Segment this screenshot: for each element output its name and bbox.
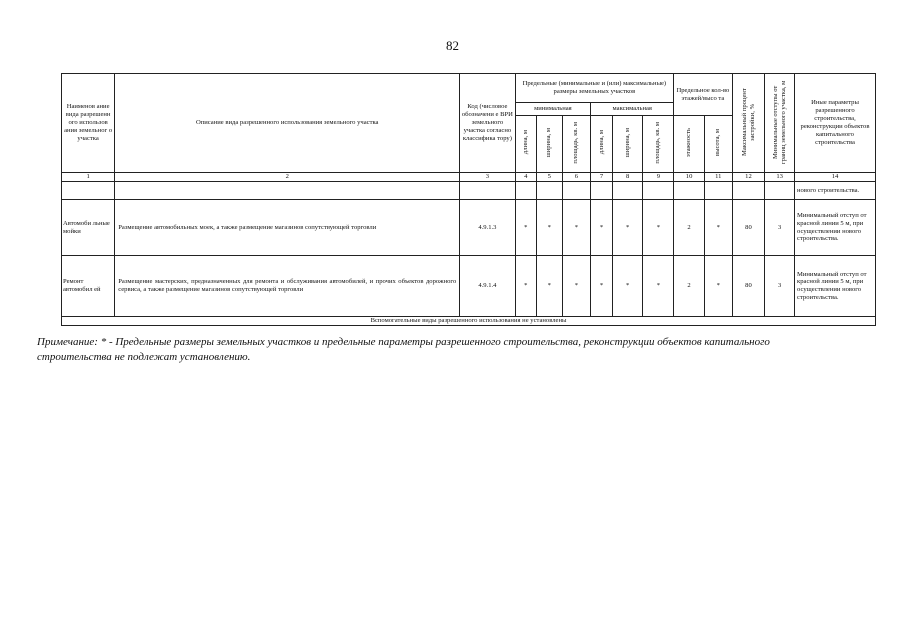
column-number: 3: [460, 173, 515, 182]
header-max-percent: Максимальный процент застройки, %: [732, 74, 765, 173]
row-width-min: *: [537, 256, 563, 317]
row-height: *: [704, 200, 732, 256]
header-row-1: [62, 74, 876, 103]
row-length-max: *: [591, 200, 612, 256]
header-minimal: минимальная: [515, 103, 591, 116]
row-height: *: [704, 256, 732, 317]
row-description: Размещение мастерских, предназначенных для ремонта и обслуживания автомобилей, и прочих объектов дорожного сервиса, а также размещение магазинов сопутствующей торговли: [115, 256, 460, 317]
row-max-percent: 80: [732, 200, 765, 256]
row-min-setback: 3: [765, 200, 795, 256]
table-row: [62, 256, 876, 317]
header-description: Описание вида разрешенного использования земельного участка: [115, 74, 460, 173]
column-number: 2: [115, 173, 460, 182]
column-number: 1: [62, 173, 115, 182]
row-code: 4.9.1.3: [460, 200, 515, 256]
header-area-max: площадь, кв. м: [643, 116, 674, 173]
row-params: Минимальный отступ от красной линии 5 м, при осуществлении нового строительства.: [795, 256, 876, 317]
row-floors: 2: [674, 256, 705, 317]
column-number: 4: [515, 173, 536, 182]
row-floors: 2: [674, 200, 705, 256]
row-width-max: *: [612, 256, 643, 317]
header-floors: этажность: [674, 116, 705, 173]
row-code: 4.9.1.4: [460, 256, 515, 317]
row-area-max: *: [643, 256, 674, 317]
column-numbers-row: [62, 173, 876, 182]
row-description: Размещение автомобильных моек, а также размещение магазинов сопутствующей торговли: [115, 200, 460, 256]
header-maximal: максимальная: [591, 103, 674, 116]
row-area-min: *: [562, 256, 591, 317]
row-length-min: *: [515, 256, 536, 317]
footnote: Примечание: * - Предельные размеры земельных участков и предельные параметры разрешенного строительства, реконструкции объектов капитального строительства не подлежат установлению.: [37, 336, 770, 363]
auxiliary-note-row: [62, 317, 876, 326]
row-area-max: *: [643, 200, 674, 256]
land-use-table: [61, 73, 876, 326]
row-name: Ремонт автомобил ей: [62, 256, 115, 317]
header-length-min: длина, м: [515, 116, 536, 173]
row-width-max: *: [612, 200, 643, 256]
column-number: 12: [732, 173, 765, 182]
row-length-min: *: [515, 200, 536, 256]
header-other-params: Иные параметры разрешенного строительства, реконструкции объектов капитального строительства: [795, 74, 876, 173]
header-floors-group: Предельное кол-во этажей/высо та: [674, 74, 732, 116]
row-width-min: *: [537, 200, 563, 256]
row-min-setback: 3: [765, 256, 795, 317]
auxiliary-note: Вспомогательные виды разрешенного использования не установлены: [62, 317, 876, 326]
column-number: 9: [643, 173, 674, 182]
column-number: 5: [537, 173, 563, 182]
table-row: [62, 200, 876, 256]
page-number: 82: [446, 38, 459, 53]
column-number: 6: [562, 173, 591, 182]
column-number: 13: [765, 173, 795, 182]
row-name: Автомоби льные мойки: [62, 200, 115, 256]
continuation-row: [62, 182, 876, 200]
row-params: Минимальный отступ от красной линии 5 м, при осуществлении нового строительства.: [795, 200, 876, 256]
column-number: 7: [591, 173, 612, 182]
header-min-setback: Минимальные отступы от границ земельного участка, м: [765, 74, 795, 173]
row-area-min: *: [562, 200, 591, 256]
column-number: 14: [795, 173, 876, 182]
header-height: высота, м: [704, 116, 732, 173]
continued-params: нового строительства.: [795, 182, 876, 200]
header-limits: Предельные (минимальные и (или) максимальные) размеры земельных участков: [515, 74, 674, 103]
header-name: Наименов ание вида разрешенн ого использов ания земельног о участка: [62, 74, 115, 173]
row-length-max: *: [591, 256, 612, 317]
column-number: 8: [612, 173, 643, 182]
header-width-max: ширина, м: [612, 116, 643, 173]
header-width-min: ширина, м: [537, 116, 563, 173]
header-length-max: длина, м: [591, 116, 612, 173]
header-area-min: площадь, кв. м: [562, 116, 591, 173]
header-code: Код (числовое обозначени е ВРИ земельного участка согласно классифика тору): [460, 74, 515, 173]
row-max-percent: 80: [732, 256, 765, 317]
column-number: 10: [674, 173, 705, 182]
column-number: 11: [704, 173, 732, 182]
